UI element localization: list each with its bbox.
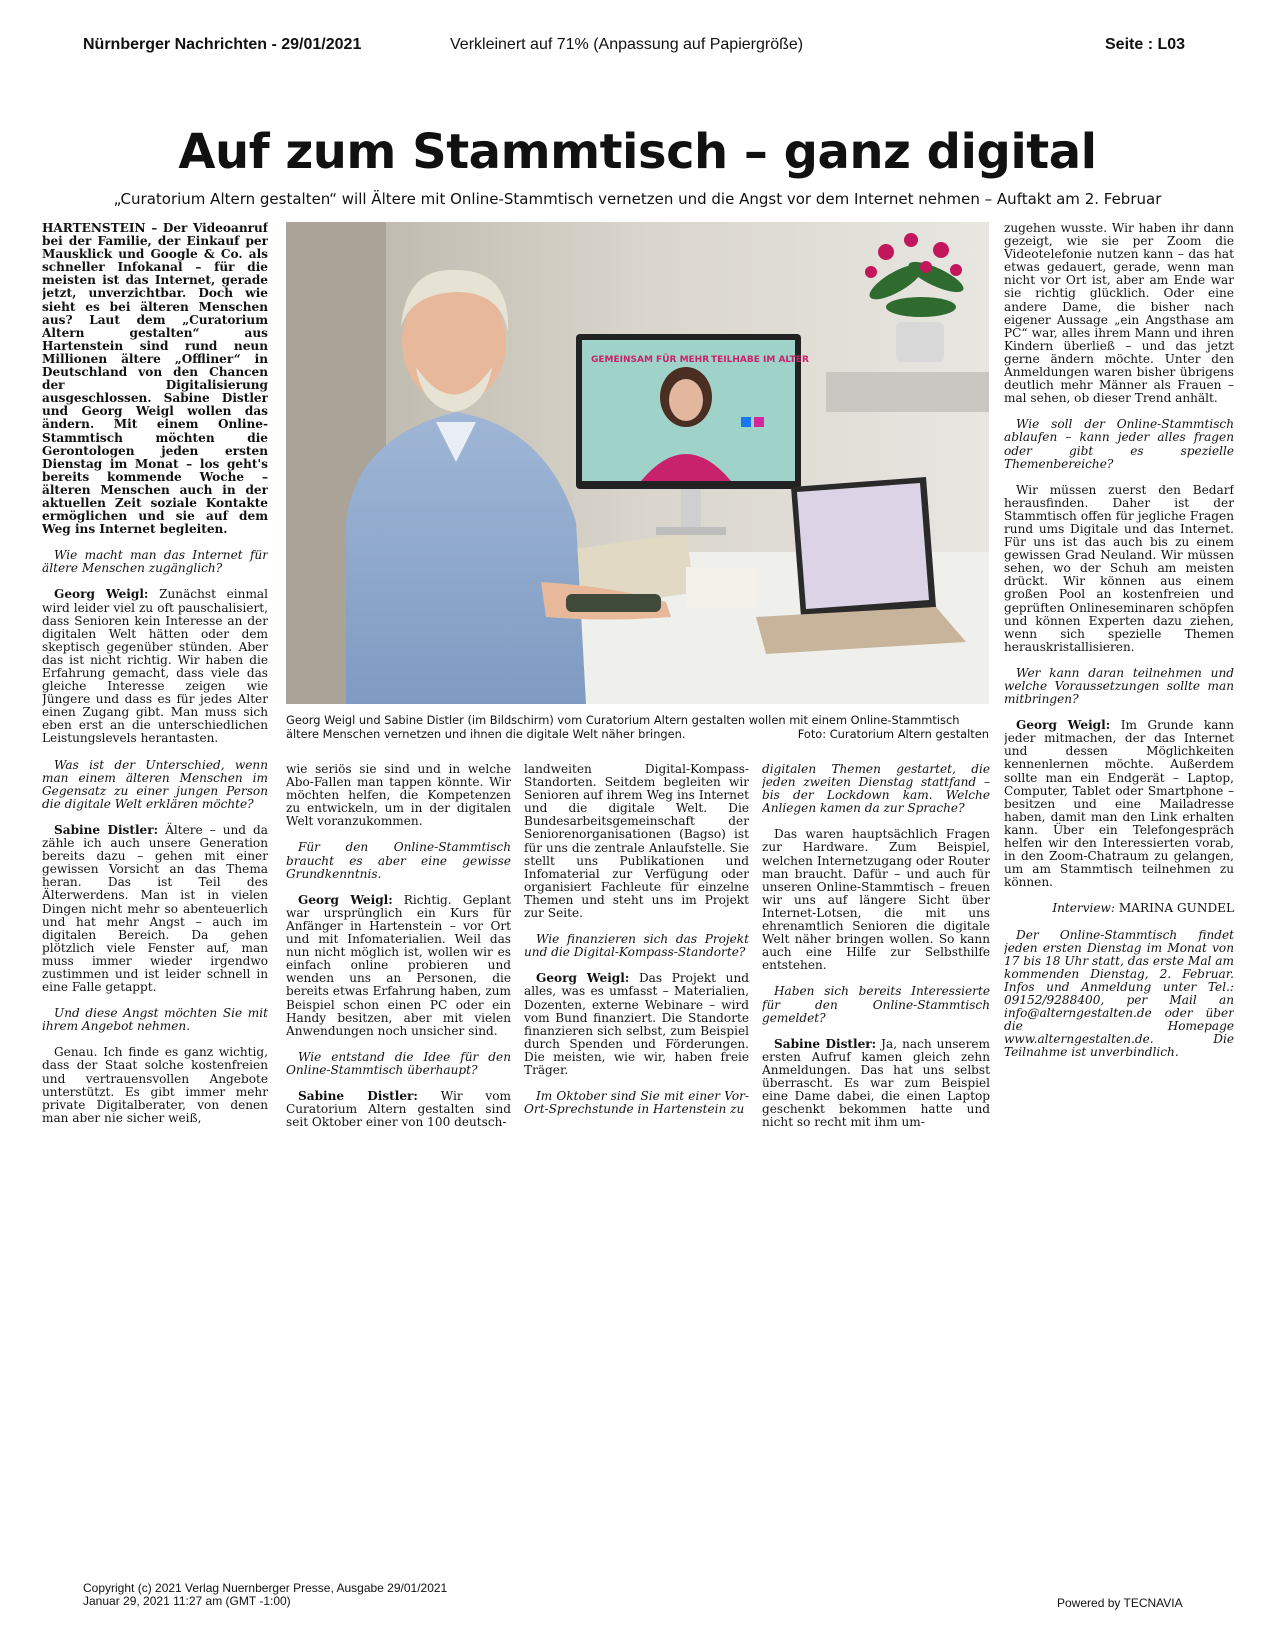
- scale-note: Verkleinert auf 71% (Anpassung auf Papiergröße): [450, 36, 804, 53]
- byline-author: MARINA GUNDEL: [1118, 901, 1234, 916]
- speaker-name: Georg Weigl:: [298, 892, 393, 907]
- screen-text-right: TEILHABE IM ALTER: [711, 355, 809, 365]
- interview-answer: [286, 1090, 511, 1129]
- photo-caption: [286, 713, 989, 741]
- interview-answer: [286, 894, 511, 1038]
- interview-question: Wie soll der Online-Stammtisch ablaufen – kann jeder alles fragen oder gibt es spezielle Themenbereiche?: [1004, 417, 1234, 471]
- interview-answer: [42, 824, 268, 994]
- answer-text: Wir vom Curatorium Altern gestalten sind seit Oktober einer von 100 deutsch-: [286, 1088, 511, 1130]
- continued-text: landweiten Digital-Kompass-Standorten. Seitdem begleiten wir Senioren auf ihrem Weg ins Internet und die digitale Welt. Die Bundesarbeitsgemeinschaft der Seniorenorganisationen (Bagso) ist für uns die zentrale Anlaufstelle. Sie stellt uns Publikationen und Infomaterial zur Verfügung oder organisiert Fachleute für einzelne Themen und steht uns im Projekt zur Seite.: [524, 763, 749, 921]
- speaker-name: Georg Weigl:: [536, 971, 630, 986]
- continued-text: wie seriös sie sind und in welche Abo-Fallen man tappen könnte. Wir möchten helfen, die Kompetenzen zu entwickeln, um in der digitalen Welt voranzukommen.: [286, 763, 511, 829]
- answer-text: Ältere – und da zähle ich auch unsere Generation bereits dazu – gehen mit einer gewissen Vorsicht an das Thema heran. Das ist Teil des Älterwerdens. Man ist in vielen Dingen nicht mehr so abenteuerlich und hat mehr Angst – auch im digitalen Bereich. Da gehen plötzlich viele Fenster auf, man muss immer wieder irgendwo zustimmen und ist leider schnell in eine Falle getappt.: [42, 822, 268, 995]
- interview-question: Und diese Angst möchten Sie mit ihrem Angebot nehmen.: [42, 1006, 268, 1034]
- interview-question: Wie finanzieren sich das Projekt und die Digital-Kompass-Standorte?: [524, 932, 749, 960]
- speaker-name: Georg Weigl:: [54, 587, 149, 602]
- interview-question: Was ist der Unterschied, wenn man einem älteren Menschen im Gegensatz zu einer jungen Person die digitale Welt erklären möchte?: [42, 757, 268, 811]
- footer-copyright: Copyright (c) 2021 Verlag Nuernberger Presse, Ausgabe 29/01/2021: [83, 1581, 448, 1595]
- interview-answer: Wir müssen zuerst den Bedarf herausfinden. Daher ist der Stammtisch offen für jegliche Fragen rund ums Digitale und das Internet. Für uns ist das auch bis zu einem gewissen Grad Neuland. Wir müssen sehen, wo der Schuh am meisten drückt. Wir können aus einem großen Pool an kostenfreien und geprüften Onlineseminaren schöpfen und können Experten dazu ziehen, wenn sich spezielle Themen herauskristallisieren.: [1004, 482, 1234, 654]
- interview-answer: Das waren hauptsächlich Fragen zur Hardware. Zum Beispiel, welchen Internetzugang oder Router man braucht. Dafür – und auch für unseren Online-Stammtisch – freuen wir uns auf längere Sicht über Internet-Lotsen, die mit uns ehrenamtlich Senioren die digitale Welt näher bringen wollen. So kann auch eine Hilfe zur Selbsthilfe entstehen.: [762, 827, 990, 973]
- footer-timestamp: Januar 29, 2021 11:27 am (GMT -1:00): [83, 1594, 291, 1608]
- footer-powered-by: Powered by TECNAVIA: [1057, 1596, 1183, 1610]
- interview-question: Wer kann daran teilnehmen und welche Voraussetzungen sollte man mitbringen?: [1004, 665, 1234, 707]
- interview-answer: [524, 972, 749, 1077]
- interview-question: digitalen Themen gestartet, die jeden zweiten Dienstag stattfand – bis der Lockdown kam. Welche Anliegen kamen da zur Sprache?: [762, 763, 990, 816]
- byline-label: Interview:: [1052, 901, 1115, 916]
- answer-text: Zunächst einmal wird leider viel zu oft pauschalisiert, dass Senioren kein Interesse an der digitalen Welt hätten oder dem skeptisch gegenüber stünden. Aber das ist nicht richtig. Wir haben die Erfahrung gemacht, dass viele das gleiche Interesse zeigen wie Jüngere und dass es für jedes Alter einen Zugang gibt. Man muss sich eben erst an die unterschiedlichen Leistungslevels herantasten.: [42, 587, 268, 746]
- interview-answer: Genau. Ich finde es ganz wichtig, dass der Staat solche kostenfreien und vertrauensvollen Angebote unterstützt. Es gibt immer mehr private Digitalberater, von denen man aber nie sicher weiß,: [42, 1045, 268, 1125]
- article-photo: [286, 222, 989, 704]
- interview-answer: [42, 588, 268, 745]
- byline: [1004, 902, 1234, 915]
- article-lead: HARTENSTEIN – Der Videoanruf bei der Familie, der Einkauf per Mausklick und Google & Co. als schneller Infokanal – für die meisten ist das Internet, gerade jetzt, unverzichtbar. Doch wie sieht es bei älteren Menschen aus? Laut dem „Curatorium Altern gestalten“ aus Hartenstein sind rund neun Millionen ältere „Offliner“ in Deutschland von den Chancen der Digitalisierung ausgeschlossen. Sabine Distler und Georg Weigl wollen das ändern. Mit einem Online-Stammtisch möchten die Gerontologen jeden ersten Dienstag im Monat – los geht's bereits kommende Woche – älteren Menschen auch in der aktuellen Zeit soziale Kontakte ermöglichen und sie auf dem Weg ins Internet begleiten.: [42, 222, 268, 537]
- interview-question: Wie entstand die Idee für den Online-Stammtisch überhaupt?: [286, 1049, 511, 1077]
- article-subheadline: „Curatorium Altern gestalten“ will Ältere mit Online-Stammtisch vernetzen und die Angst vor dem Internet nehmen – Auftakt am 2. Februar: [113, 190, 1162, 208]
- speaker-name: Sabine Distler:: [298, 1088, 418, 1103]
- text-column-1: [42, 222, 268, 1162]
- interview-answer: [1004, 719, 1234, 889]
- interview-question: Wie macht man das Internet für ältere Menschen zugänglich?: [42, 548, 268, 576]
- screen-text-left: GEMEINSAM FÜR MEHR: [591, 355, 710, 365]
- interview-question: Haben sich bereits Interessierte für den Online-Stammtisch gemeldet?: [762, 984, 990, 1025]
- speaker-name: Georg Weigl:: [1016, 718, 1111, 733]
- text-column-5: [1004, 222, 1234, 1162]
- text-column-4: [762, 763, 990, 1163]
- text-column-3: [524, 763, 749, 1163]
- interview-question: Im Oktober sind Sie mit einer Vor-Ort-Sprechstunde in Hartenstein zu: [524, 1089, 749, 1117]
- publication-name: Nürnberger Nachrichten - 29/01/2021: [83, 36, 362, 53]
- page-number: Seite : L03: [1105, 36, 1186, 53]
- speaker-name: Sabine Distler:: [774, 1036, 877, 1051]
- continued-text: zugehen wusste. Wir haben ihr dann gezeigt, wie sie per Zoom die Videotelefonie nutzen kann – das hat etwas gedauert, gerade, wenn man nicht vor Ort ist, aber am Ende war sie richtig glücklich. Oder eine andere Dame, die bisher nach eigener Aussage „ein Angsthase am PC“ war, alles ihrem Mann und ihren Kindern überließ – und das jetzt gerne ändern möchte. Unter den Anmeldungen waren bisher übrigens deutlich mehr Männer als Frauen – mal sehen, ob dieser Trend anhält.: [1004, 222, 1234, 406]
- answer-text: Das Projekt und alles, was es umfasst – Materialien, Dozenten, externe Webinare – wird vom Bund finanziert. Die Standorte finanzieren sich selbst, zum Beispiel durch Spenden und Förderungen. Die meisten, wie wir, haben freie Träger.: [524, 971, 749, 1077]
- event-info: Der Online-Stammtisch findet jeden ersten Dienstag im Monat von 17 bis 18 Uhr statt, das erste Mal am kommenden Dienstag, 2. Februar. Infos und Anmeldung unter Tel.: 09152/9288400, per Mail an info@alterngestalten.de oder über die Homepage www.alterngestalten.de. Die Teilnahme ist unverbindlich.: [1004, 927, 1234, 1060]
- speaker-name: Sabine Distler:: [54, 822, 159, 837]
- answer-text: Ja, nach unserem ersten Aufruf kamen gleich zehn Anmeldungen. Das hat uns selbst überrascht. Es war zum Beispiel eine Dame dabei, die einen Laptop geschenkt bekommen hatte und nicht so recht mit ihm um-: [762, 1036, 990, 1130]
- answer-text: Im Grunde kann jeder mitmachen, der das Internet und dessen Möglichkeiten kennenlernen möchte. Außerdem sollte man ein Endgerät – Laptop, Computer, Tablet oder Smartphone – besitzen und eine Mailadresse haben, damit man den Link erhalten kann. Über ein Telefongespräch helfen wir den Interessierten vorab, in den Zoom-Chatraum zu gelangen, um am Stammtisch teilnehmen zu können.: [1004, 718, 1234, 890]
- interview-question: Für den Online-Stammtisch braucht es aber eine gewisse Grundkenntnis.: [286, 840, 511, 881]
- article-headline: Auf zum Stammtisch – ganz digital: [178, 124, 1097, 180]
- photo-credit: Foto: Curatorium Altern gestalten: [797, 727, 989, 741]
- footer-copyright-block: [83, 1582, 447, 1608]
- caption-text: Georg Weigl und Sabine Distler (im Bildschirm) vom Curatorium Altern gestalten wollen mit einem Online-Stammtisch ältere Menschen vernetzen und ihnen die digitale Welt näher bringen.: [286, 713, 960, 741]
- text-column-2: [286, 763, 511, 1163]
- answer-text: Richtig. Geplant war ursprünglich ein Kurs für Anfänger in Hartenstein – vor Ort und mit Infomaterialien. Weil das nun nicht möglich ist, wollen wir es einfach online probieren und wenden uns an Personen, die bereits etwas Erfahrung haben, zum Beispiel schon einen PC oder ein Handy besitzen, aber mit vielen Anwendungen noch unsicher sind.: [286, 892, 511, 1038]
- interview-answer: [762, 1038, 990, 1130]
